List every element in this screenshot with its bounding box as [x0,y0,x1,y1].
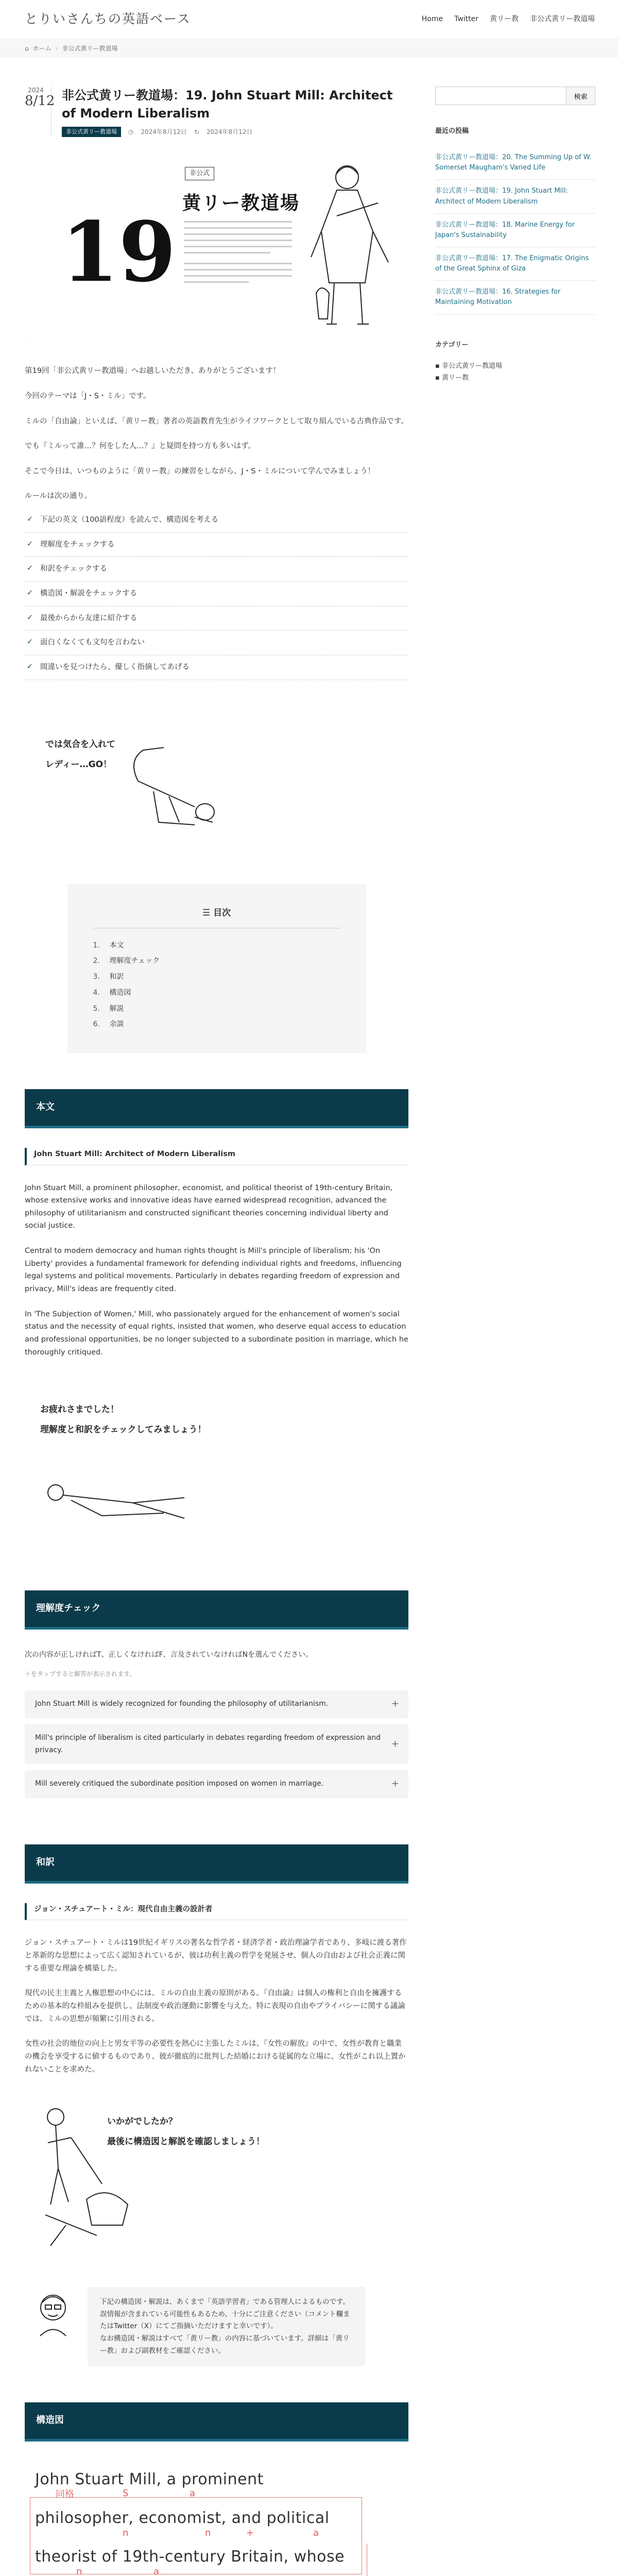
list-icon: ☰ [202,907,214,918]
intro-paragraph-1: 第19回「非公式黄リー教道場」へお越しいただき、ありがとうございます！ [25,367,281,376]
recent-posts-heading: 最近の投稿 [435,127,469,135]
search-button[interactable]: 検索 [566,87,595,105]
breadcrumb-home[interactable]: ホーム [32,44,52,52]
recent-post-link[interactable]: 非公式黄リー教道場：16. Strategies for Maintaining Motivation [435,281,595,314]
nav-dojo[interactable]: 非公式黄リー教道場 [530,14,595,23]
relative-clause-bracket [305,2544,367,2576]
page-title: 非公式黄リー教道場：19. John Stuart Mill: Architect of Modern Liberalism [62,88,393,121]
table-of-contents [67,884,366,1054]
category-link[interactable]: ▪ 黄リー教 [435,374,469,382]
breadcrumb [0,39,618,58]
speech-illustration-1 [25,709,408,858]
global-nav [422,13,595,26]
eyecatch-text-block [184,221,292,287]
recent-post-link[interactable]: 非公式黄リー教道場：20. The Summing Up of W. Somerset Maugham's Varied Life [435,146,595,180]
check-note: ＋をタップすると解答が表示されます。 [25,1670,136,1677]
intro-paragraph-2: 今回のテーマは「J・S・ミル」です。 [25,392,151,400]
site-header [0,0,618,39]
list-item: ✓ 最後からから友達に紹介する [25,606,408,631]
plus-icon[interactable]: + [391,1698,399,1709]
site-logo[interactable]: とりいさんちの英語ベース [25,11,191,27]
lying-figure-illustration [40,1467,195,1529]
samurai-illustration [306,154,399,334]
nav-home[interactable]: Home [421,14,443,23]
speech-text-1: では気合を入れて レディー…GO！ [45,739,115,770]
main-content [25,87,408,2576]
rules-list [25,508,408,680]
section-heading-main: 本文 [25,1089,408,1128]
mark-appositive: 同格 [56,2488,74,2500]
category-link[interactable]: ▪ 非公式黄リー教道場 [435,362,502,370]
folder-icon: ▪ [435,362,442,370]
mark-a: a [190,2487,196,2499]
intro-paragraph-4: でも『ミルって誰…？何をした人…？』と疑問を持つ方も多いはず。 [25,442,255,451]
list-item: ✓ 下記の英文（100語程度）を読んで、構造図を考える [25,508,408,533]
toc-title: ☰ 目次 [93,906,340,928]
note-bubble: 下記の構造図・解説は、あくまで「英語学習者」である管理人によるものです。誤情報が含まれている可能性もあるため、十分にご注意ください（コメント欄またはTwitter（X）にてご指摘いただけますと幸いです）。 なお構造図・解説はすべて「黄リー教」の内容に基づいています。詳細は「黄リー教」および副教材をご確認ください。 [88,2287,366,2366]
updated-date: 2024年8月12日 [207,128,253,135]
toc-item[interactable]: 1. 本文 [93,941,124,950]
check-icon: ✓ [27,515,33,524]
diagram-line-1: John Stuart Mill, a prominent [35,2470,264,2488]
published-date: 2024年8月12日 [141,128,187,135]
intro-paragraph-3: ミルの「自由論」といえば、「黄リー教」著者の英語教育先生がライフワークとして取り組んでいる古典作品です。 [25,417,408,426]
check-icon: ✓ [27,589,33,598]
translation-paragraph-3: 女性の社会的地位の向上と男女平等の必要性を熱心に主張したミルは、『女性の解放』の中で、女性が教育と職業の機会を享受するに値するものであり、彼が徹底的に批判した結婚における従属的な立場に、女性がこれ以上置かれないことを求めた。 [25,2040,406,2074]
post-date-monthday: 8/12 [25,93,55,109]
eyecatch-title: 黄リー教道場 [182,193,300,214]
post-date-year: 2024 [28,87,44,94]
nav-kiriikyo[interactable]: 黄リー教 [490,14,519,23]
author-avatar [30,2287,76,2338]
mark-a: a [153,2566,160,2576]
list-item: ✓ 間違いを見つけたら、優しく指摘してあげる [25,655,408,680]
plus-icon[interactable]: + [391,1778,399,1789]
check-icon: ✓ [27,638,33,647]
intro-paragraph-6: ルールは次の通り。 [25,492,92,501]
mark-a: a [313,2527,319,2538]
clock-icon: ◷ [128,128,134,135]
check-icon: ✓ [27,539,33,548]
subheading-main: John Stuart Mill: Architect of Modern Liberalism [25,1148,408,1165]
toc-item[interactable]: 4. 構造図 [93,988,131,997]
plus-icon[interactable]: + [391,1738,399,1750]
category-badge[interactable]: 非公式黄リー教道場 [62,127,121,138]
list-item: ✓ 面白くなくても文句を言わない [25,631,408,655]
sidebar [435,87,595,2576]
subheading-translation: ジョン・スチュアート・ミル：現代自由主義の設計者 [25,1903,408,1921]
speech-text-3: いかがでしたか？ 最後に構造図と解説を確認しましょう！ [107,2116,265,2147]
section-heading-structure: 構造図 [25,2402,408,2442]
recent-post-link[interactable]: 非公式黄リー教道場：19. John Stuart Mill: Architect of Modern Liberalism [435,180,595,213]
list-item: ✓ 構造図・解説をチェックする [25,582,408,606]
english-paragraph-2: Central to modern democracy and human rights thought is Mill's principle of liberalism; his 'On Liberty' provides a fundamental framework for defending individual rights and freedoms, influencing legal systems and political movements. Particularly in debates regarding freedom of expression and privacy, Mill's ideas are frequently cited. [25,1247,402,1293]
mark-n: n [76,2566,82,2576]
mark-plus: + [246,2527,254,2538]
search-form [435,87,595,105]
english-paragraph-3: In 'The Subjection of Women,' Mill, who passionately argued for the enhancement of women's social status and the necessity of equal rights, insisted that women, who deserve equal access to education and professional opportunities, be no longer subjected to a subordinate position in marriage, which he thoroughly critiqued. [25,1310,408,1357]
intro-paragraph-5: そこで今日は、いつものように「黄リー教」の練習をしながら、J・S・ミルについて学んでみましょう！ [25,467,375,476]
check-icon: ✓ [27,564,33,573]
post-meta [62,127,408,138]
quiz-question-2[interactable]: Mill's principle of liberalism is cited particularly in debates regarding freedom of expression and privacy. + [25,1724,408,1765]
translation-paragraph-2: 現代の民主主義と人権思想の中心には、ミルの自由主義の原則がある。『自由論』は個人の権利と自由を擁護するための基本的な枠組みを提供し、法制度や政治運動に影響を与えた。特に表現の自由やプライバシーに関する議論では、ミルの思想が頻繁に引用される。 [25,1989,405,2023]
nav-twitter[interactable]: Twitter [454,14,478,23]
check-icon: ✓ [27,662,33,671]
mark-n: n [205,2527,211,2538]
breadcrumb-current[interactable]: 非公式黄リー教道場 [62,44,118,52]
list-item: ✓ 理解度をチェックする [25,533,408,557]
author-note [30,2287,408,2366]
post-header [25,87,408,137]
structure-diagram [25,2461,408,2576]
mark-S: S [123,2487,129,2499]
diagram-line-2: philosopher, economist, and political [35,2509,330,2527]
quiz-question-1[interactable]: John Stuart Mill is widely recognized for founding the philosophy of utilitarianism. + [25,1690,408,1718]
translation-paragraph-1: ジョン・スチュアート・ミルは19世紀イギリスの著名な哲学者・経済学者・政治理論学者であり、多岐に渡る著作と革新的な思想によって広く認知されているが、彼は功利主義の哲学を発展させ、個人の自由および社会正義に関する重要な理論を構築した。 [25,1939,407,1973]
eyecatch-tag: 非公式 [185,167,214,180]
list-item: ✓ 和訳をチェックする [25,557,408,582]
check-intro: 次の内容が正しければT、正しくなければF、言及されていなければNを選んでください。 [25,1650,313,1659]
recent-post-link[interactable]: 非公式黄リー教道場：17. The Enigmatic Origins of the Great Sphinx of Giza [435,247,595,281]
eyecatch-number: 19 [61,204,176,301]
home-icon: ⌂ [25,44,29,52]
breadcrumb-separator: › [55,44,58,52]
recent-post-link[interactable]: 非公式黄リー教道場：18. Marine Energy for Japan's Sustainability [435,214,595,247]
search-input[interactable] [435,87,566,105]
diagram-line-3: theorist of 19th-century Britain, whose [35,2547,345,2566]
post-date [25,87,55,137]
mark-n: n [123,2527,129,2538]
section-heading-check: 理解度チェック [25,1590,408,1630]
quiz-question-3[interactable]: Mill severely critiqued the subordinate position imposed on women in marriage. + [25,1770,408,1798]
toc-item[interactable]: 5. 解説 [93,1004,124,1013]
refresh-icon: ↻ [194,128,199,135]
eyecatch-image [25,148,408,344]
speech-illustration-3 [25,2091,408,2256]
check-icon: ✓ [27,613,33,622]
speech-illustration-2 [25,1395,408,1565]
toc-item[interactable]: 3. 和訳 [93,973,124,981]
bowing-figure-illustration [117,740,241,833]
speech-text-2: お疲れさまでした！ 理解度と和訳をチェックしてみましょう！ [40,1404,207,1435]
toc-item[interactable]: 6. 余談 [93,1020,124,1029]
categories-heading: カテゴリー [435,341,469,349]
section-heading-translation: 和訳 [25,1844,408,1884]
folder-icon: ▪ [435,374,442,382]
english-paragraph-1: John Stuart Mill, a prominent philosopher, economist, and political theorist of 19th-century Britain, whose extensive works and innovative ideas have earned widespread recognition, advanced the philosophy of utilitarianism and constructed significant theories concerning individual liberty and social justice. [25,1183,393,1230]
toc-item[interactable]: 2. 理解度チェック [93,957,160,965]
